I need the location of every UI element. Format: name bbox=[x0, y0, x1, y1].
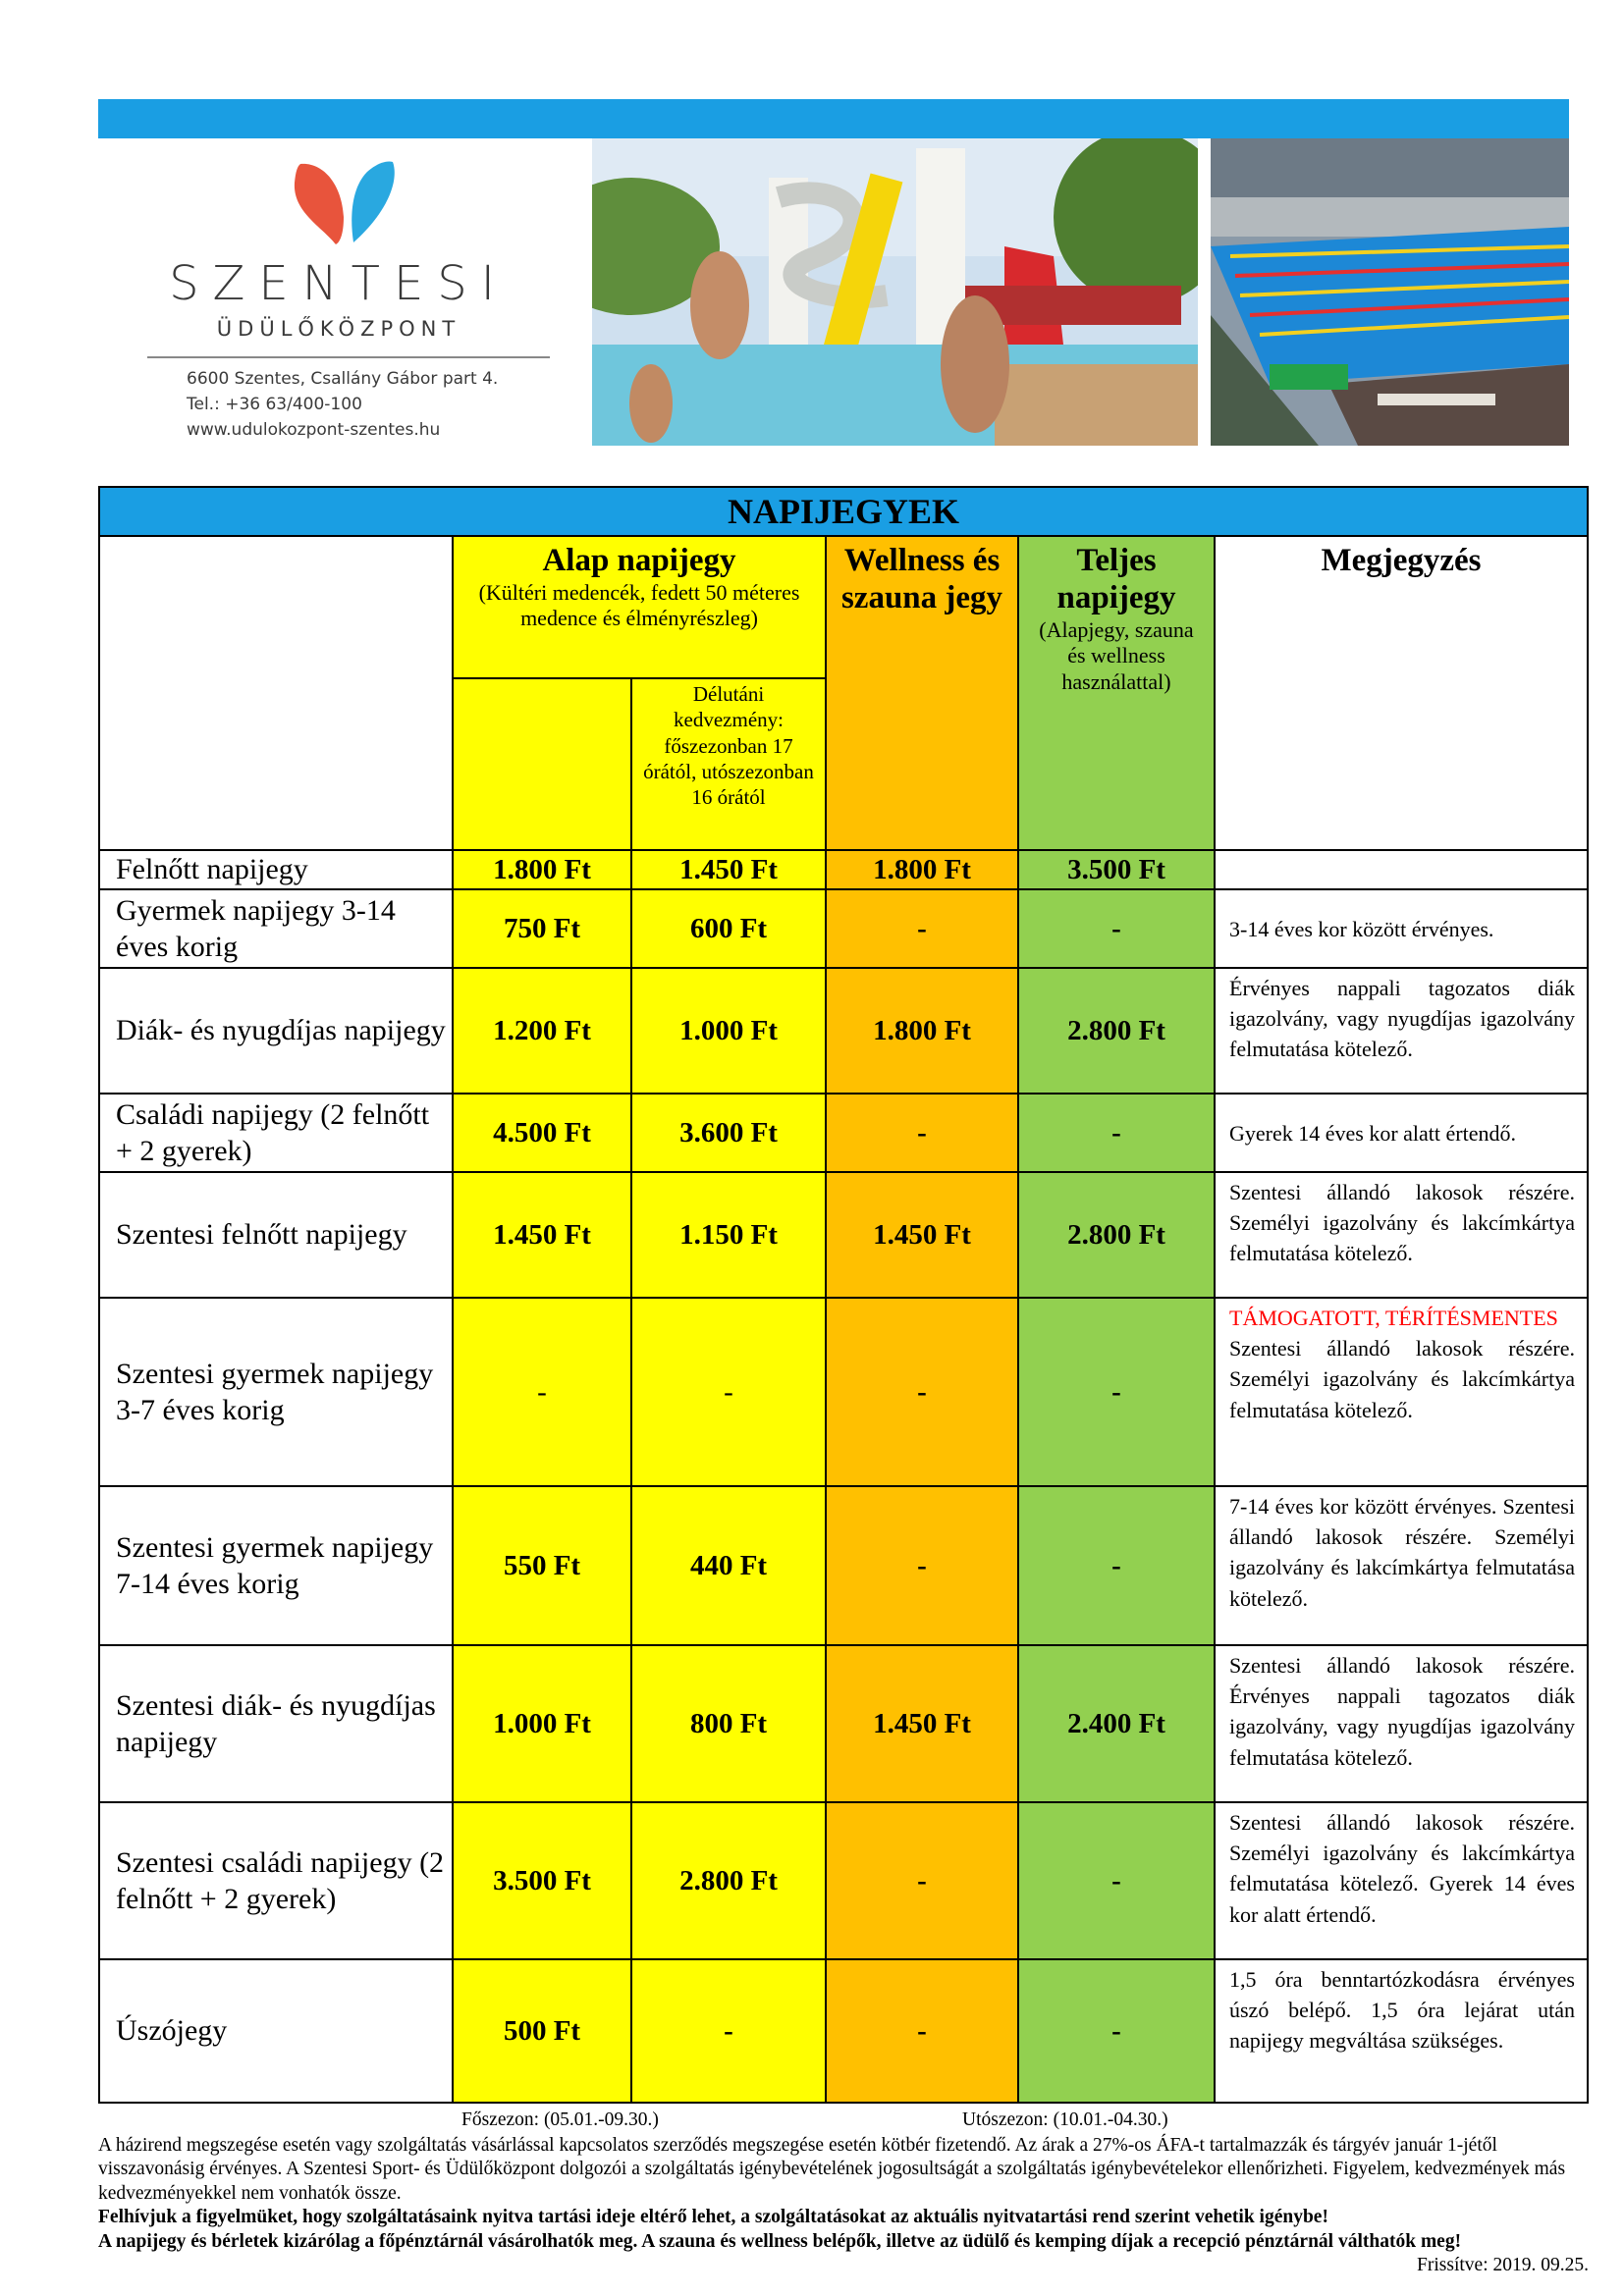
price-alap: 3.500 Ft bbox=[454, 1803, 632, 1960]
foszezon-dates: Főszezon: (05.01.-09.30.) bbox=[461, 2109, 659, 2130]
brand-web: www.udulokozpont-szentes.hu bbox=[187, 420, 441, 440]
price-delutani: 1.450 Ft bbox=[632, 851, 827, 890]
price-delutani: 440 Ft bbox=[632, 1487, 827, 1646]
brand-phone: Tel.: +36 63/400-100 bbox=[187, 395, 362, 414]
price-wellness: - bbox=[827, 1487, 1019, 1646]
brand-name: SZENTESI bbox=[169, 256, 509, 311]
row-label: Szentesi diák- és nyugdíjas napijegy bbox=[100, 1646, 454, 1803]
price-teljes: 3.500 Ft bbox=[1019, 851, 1216, 890]
price-teljes: 2.400 Ft bbox=[1019, 1646, 1216, 1803]
row-note: 7-14 éves kor között érvényes. Szentesi állandó lakosok részére. Személyi igazolvány és lakcímkártya felmutatása kötelező. bbox=[1216, 1487, 1589, 1646]
row-label: Szentesi családi napijegy (2 felnőtt + 2 gyerek) bbox=[100, 1803, 454, 1960]
price-alap: 4.500 Ft bbox=[454, 1095, 632, 1173]
price-teljes: 2.800 Ft bbox=[1019, 1173, 1216, 1299]
row-note: 1,5 óra benntartózkodásra érvényes úszó belépő. 1,5 óra lejárat után napijegy megváltása szükséges. bbox=[1216, 1960, 1589, 2104]
table-title: NAPIJEGYEK bbox=[100, 488, 1589, 537]
header-teljes-desc: (Alapjegy, szauna és wellness használattal) bbox=[1039, 616, 1194, 694]
price-wellness: - bbox=[827, 1095, 1019, 1173]
header-megjegyzes bbox=[1216, 537, 1589, 851]
price-teljes: - bbox=[1019, 890, 1216, 969]
price-teljes: - bbox=[1019, 1299, 1216, 1487]
price-alap: - bbox=[454, 1299, 632, 1487]
price-teljes: - bbox=[1019, 1487, 1216, 1646]
brand-address: 6600 Szentes, Csallány Gábor part 4. bbox=[187, 369, 499, 389]
row-note: Érvényes nappali tagozatos diák igazolvány, vagy nyugdíjas igazolvány felmutatása kötelező. bbox=[1216, 969, 1589, 1095]
napijegy-price-table bbox=[98, 486, 1589, 2104]
row-label: Úszójegy bbox=[100, 1960, 454, 2104]
row-label: Felnőtt napijegy bbox=[100, 851, 454, 890]
price-wellness: - bbox=[827, 1299, 1019, 1487]
header-alap-base bbox=[454, 679, 632, 851]
footer-purchase-text: A napijegy és bérletek kizárólag a főpénztárnál vásárolhatók meg. A szauna és wellness belépők, illetve az üdülő és kemping díjak a recepció pénztárnál válthatók meg! bbox=[98, 2230, 1462, 2252]
header-alap-title: Alap napijegy bbox=[542, 543, 736, 578]
note-text: Szentesi állandó lakosok részére. Személyi igazolvány és lakcímkártya felmutatása kötelező. bbox=[1229, 1336, 1575, 1422]
footer-purchase-notice bbox=[98, 2230, 1589, 2275]
note-highlight: TÁMOGATOTT, TÉRÍTÉSMENTES bbox=[1229, 1306, 1558, 1330]
footer-opening-notice: Felhívjuk a figyelmüket, hogy szolgáltatásaink nyitva tartási ideje eltérő lehet, a szolgáltatásokat az aktuális nyitvatartási rend szerint vehetik igénybe! bbox=[98, 2207, 1328, 2228]
price-delutani: 800 Ft bbox=[632, 1646, 827, 1803]
price-alap: 1.450 Ft bbox=[454, 1173, 632, 1299]
price-delutani: 1.150 Ft bbox=[632, 1173, 827, 1299]
row-label: Szentesi gyermek napijegy 3-7 éves korig bbox=[100, 1299, 454, 1487]
price-delutani: - bbox=[632, 1299, 827, 1487]
row-note: Szentesi állandó lakosok részére. Személyi igazolvány és lakcímkártya felmutatása kötelező. bbox=[1216, 1173, 1589, 1299]
brand-logo-icon bbox=[293, 158, 401, 246]
header-bar bbox=[98, 99, 1569, 138]
price-alap: 1.200 Ft bbox=[454, 969, 632, 1095]
price-delutani: 3.600 Ft bbox=[632, 1095, 827, 1173]
price-teljes: - bbox=[1019, 1960, 1216, 2104]
row-label: Diák- és nyugdíjas napijegy bbox=[100, 969, 454, 1095]
price-delutani: 1.000 Ft bbox=[632, 969, 827, 1095]
header-wellness bbox=[827, 537, 1019, 851]
brand-subtitle: ÜDÜLŐKÖZPONT bbox=[216, 317, 461, 341]
brand-divider bbox=[147, 356, 550, 358]
header-teljes bbox=[1019, 537, 1216, 851]
price-wellness: - bbox=[827, 1803, 1019, 1960]
price-wellness: 1.800 Ft bbox=[827, 851, 1019, 890]
brand-logo-block bbox=[98, 138, 579, 443]
price-delutani: 2.800 Ft bbox=[632, 1803, 827, 1960]
price-wellness: 1.800 Ft bbox=[827, 969, 1019, 1095]
price-teljes: - bbox=[1019, 1803, 1216, 1960]
price-delutani: 600 Ft bbox=[632, 890, 827, 969]
row-note: 3-14 éves kor között érvényes. bbox=[1216, 890, 1589, 969]
row-note: Gyerek 14 éves kor alatt értendő. bbox=[1216, 1095, 1589, 1173]
footer-terms: A házirend megszegése esetén vagy szolgáltatás vásárlással kapcsolatos szerződés megszegése esetén kötbér fizetendő. Az árak a 27%-os ÁFA-t tartalmazzák és tárgyév január 1-jétől visszavonásig érvényes. A Szentesi Sport- és Üdülőközpont dolgozói a szolgáltatás igénybevételének jogosultságát a szolgáltatás igénybevételekor ellenőrizheti. Figyelem, kedvezmények más kedvezményekkel nem vonhatók össze. bbox=[98, 2135, 1566, 2204]
header-teljes-title: Teljes napijegy bbox=[1056, 543, 1176, 615]
indoor-pool-photo bbox=[1211, 138, 1569, 446]
price-alap: 1.000 Ft bbox=[454, 1646, 632, 1803]
season-dates bbox=[98, 2109, 1589, 2134]
price-alap: 550 Ft bbox=[454, 1487, 632, 1646]
footer-updated: Frissítve: 2019. 09.25. bbox=[1417, 2254, 1589, 2275]
price-wellness: - bbox=[827, 890, 1019, 969]
row-label: Családi napijegy (2 felnőtt + 2 gyerek) bbox=[100, 1095, 454, 1173]
price-alap: 1.800 Ft bbox=[454, 851, 632, 890]
header-wellness-title: Wellness és szauna jegy bbox=[840, 543, 1003, 615]
waterpark-photo bbox=[592, 138, 1198, 446]
price-alap: 500 Ft bbox=[454, 1960, 632, 2104]
header-megjegyzes-title: Megjegyzés bbox=[1321, 543, 1482, 578]
brand-contact bbox=[187, 366, 498, 443]
row-note bbox=[1216, 851, 1589, 890]
row-label: Gyermek napijegy 3-14 éves korig bbox=[100, 890, 454, 969]
header-empty-cell bbox=[100, 537, 454, 851]
row-note: Szentesi állandó lakosok részére. Érvényes nappali tagozatos diák igazolvány, vagy nyugdíjas igazolvány felmutatása kötelező. bbox=[1216, 1646, 1589, 1803]
price-teljes: 2.800 Ft bbox=[1019, 969, 1216, 1095]
header-alap-desc: (Kültéri medencék, fedett 50 méteres medence és élményrészleg) bbox=[478, 579, 800, 631]
price-wellness: 1.450 Ft bbox=[827, 1173, 1019, 1299]
row-label: Szentesi gyermek napijegy 7-14 éves korig bbox=[100, 1487, 454, 1646]
header-alap bbox=[454, 537, 827, 679]
footer-notes bbox=[98, 2134, 1589, 2277]
row-note: Szentesi állandó lakosok részére. Személyi igazolvány és lakcímkártya felmutatása kötelező. Gyerek 14 éves kor alatt értendő. bbox=[1216, 1803, 1589, 1960]
price-alap: 750 Ft bbox=[454, 890, 632, 969]
utoszezon-dates: Utószezon: (10.01.-04.30.) bbox=[962, 2109, 1168, 2130]
row-label: Szentesi felnőtt napijegy bbox=[100, 1173, 454, 1299]
header-delutani: Délutáni kedvezmény: főszezonban 17 órától, utószezonban 16 órától bbox=[632, 679, 827, 851]
price-wellness: 1.450 Ft bbox=[827, 1646, 1019, 1803]
row-note bbox=[1216, 1299, 1589, 1487]
price-wellness: - bbox=[827, 1960, 1019, 2104]
price-delutani: - bbox=[632, 1960, 827, 2104]
price-teljes: - bbox=[1019, 1095, 1216, 1173]
